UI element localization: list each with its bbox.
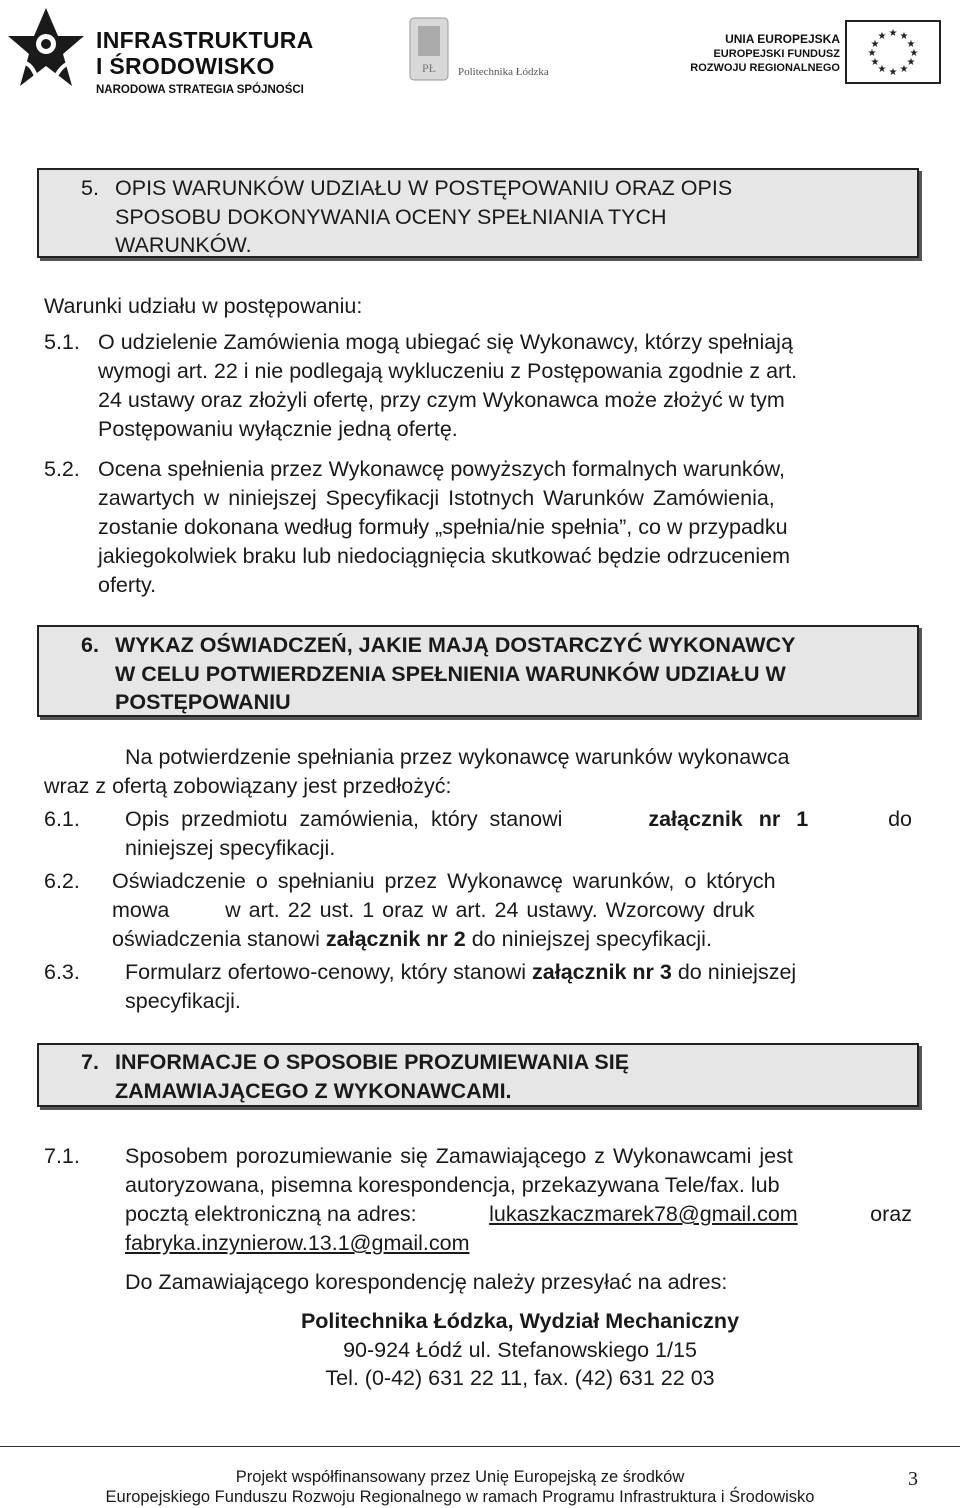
paragraph-7-1-line3 xyxy=(125,1200,912,1229)
item-6-2-number: 6.2. xyxy=(44,869,80,893)
item-6-3-number: 6.3. xyxy=(44,960,80,984)
university-crest-icon xyxy=(408,16,450,82)
section-6-heading-box xyxy=(37,625,919,717)
paragraph-7-1-number: 7.1. xyxy=(44,1144,80,1168)
item-6-1-text: Opis przedmiotu zamówienia, który stanowi xyxy=(125,807,575,831)
paragraph-5-1-line: 24 ustawy oraz złożyli ofertę, przy czym Wykonawca może złożyć w tym xyxy=(98,388,785,412)
svg-text:★: ★ xyxy=(870,57,880,68)
eu-text-line1: UNIA EUROPEJSKA xyxy=(725,32,840,46)
send-correspondence-line: Do Zamawiającego korespondencję należy przesyłać na adres: xyxy=(125,1270,728,1294)
section-6-intro-line1: Na potwierdzenie spełniania przez wykonawcę warunków wykonawca xyxy=(125,745,790,769)
section-5-title: OPIS WARUNKÓW UDZIAŁU W POSTĘPOWANIU ORAZ OPIS SPOSOBU DOKONYWANIA OCENY SPEŁNIANIA TYCH WARUNKÓW. xyxy=(115,176,733,257)
section-5-intro: Warunki udziału w postępowaniu: xyxy=(44,294,363,318)
eu-flag-icon xyxy=(845,20,941,84)
section-6-intro-line2: wraz z ofertą zobowiązany jest przedłożyć: xyxy=(44,774,452,798)
footer-divider xyxy=(0,1446,960,1447)
item-6-3-line2: specyfikacji. xyxy=(125,989,241,1013)
paragraph-5-2-line: Ocena spełnienia przez Wykonawcę powyższych formalnych warunków, xyxy=(98,457,785,481)
attachment-2-ref: załącznik nr 2 xyxy=(325,927,466,951)
paragraph-5-2-number: 5.2. xyxy=(44,457,80,481)
attachment-1-ref: załącznik nr 1 xyxy=(648,807,809,831)
section-5-heading-box xyxy=(37,168,919,258)
item-6-3-text-end: do niniejszej xyxy=(671,960,797,984)
paragraph-7-1-line4 xyxy=(125,1229,469,1258)
paragraph-5-1-line: Postępowaniu wyłącznie jedną ofertę. xyxy=(98,417,458,441)
item-6-3-text: Formularz ofertowo-cenowy, który stanowi xyxy=(125,960,533,984)
item-6-3-line1 xyxy=(125,958,796,987)
section-6-title: WYKAZ OŚWIADCZEŃ, JAKIE MAJĄ DOSTARCZYĆ WYKONAWCY W CELU POTWIERDZENIA SPEŁNIENIA WARUNKÓW UDZIAŁU W POSTĘPOWANIU xyxy=(115,633,796,714)
svg-text:★: ★ xyxy=(888,28,898,39)
item-6-2-text-end: do niniejszej specyfikacji. xyxy=(465,927,712,951)
svg-text:★: ★ xyxy=(909,48,919,59)
address-institution: Politechnika Łódzka, Wydział Mechaniczny xyxy=(300,1309,740,1333)
paragraph-5-2-line: jakiegokolwiek braku lub niedociągnięcia skutkować będzie odrzuceniem xyxy=(98,544,790,568)
paragraph-7-1-text-end: oraz xyxy=(864,1202,912,1226)
svg-text:★: ★ xyxy=(906,39,916,50)
eu-fund-logo xyxy=(682,20,942,86)
logo-text-line3: NARODOWA STRATEGIA SPÓJNOŚCI xyxy=(96,84,304,96)
politechnika-lodzka-logo xyxy=(408,16,578,86)
section-7-heading-box xyxy=(37,1043,919,1107)
paragraph-7-1-text: pocztą elektroniczną na adres: xyxy=(125,1202,423,1226)
address-phone-fax: Tel. (0-42) 631 22 11, fax. (42) 631 22 03 xyxy=(325,1366,715,1390)
university-name: Politechnika Łódzka xyxy=(458,66,549,78)
page-header xyxy=(0,0,960,100)
svg-text:★: ★ xyxy=(870,39,880,50)
paragraph-5-2-line: oferty. xyxy=(98,573,157,597)
svg-text:★: ★ xyxy=(906,57,916,68)
paragraph-5-1-number: 5.1. xyxy=(44,330,80,354)
footer-line1: Projekt współfinansowany przez Unię Europejską ze środków xyxy=(235,1468,685,1486)
logo-text-line1: INFRASTRUKTURA xyxy=(96,27,314,53)
paragraph-5-1-line: O udzielenie Zamówienia mogą ubiegać się Wykonawcy, którzy spełniają xyxy=(98,330,793,354)
email-link-2[interactable]: fabryka.inzynierow.13.1@gmail.com xyxy=(125,1231,470,1255)
svg-text:★: ★ xyxy=(888,67,898,78)
nss-star-logo-icon xyxy=(6,6,86,92)
item-6-2-line3 xyxy=(112,925,712,954)
section-5-number: 5. xyxy=(81,176,99,200)
page-number: 3 xyxy=(908,1468,918,1490)
item-6-1-line1 xyxy=(125,805,912,834)
eu-text-line3: ROZWOJU REGIONALNEGO xyxy=(690,62,840,74)
logo-text-line2: I ŚRODOWISKO xyxy=(96,53,275,79)
item-6-1-text-end: do xyxy=(882,807,912,831)
item-6-1-line2: niniejszej specyfikacji. xyxy=(125,836,336,860)
item-6-2-line2: mowa w art. 22 ust. 1 oraz w art. 24 ustawy. Wzorcowy druk xyxy=(112,898,755,922)
item-6-1-number: 6.1. xyxy=(44,807,80,831)
email-link-1[interactable]: lukaszkaczmarek78@gmail.com xyxy=(489,1202,798,1226)
footer-line2: Europejskiego Funduszu Rozwoju Regionalnego w ramach Programu Infrastruktura i Środowisko xyxy=(105,1488,815,1506)
paragraph-5-2-line: zawartych w niniejszej Specyfikacji Istotnych Warunków Zamówienia, xyxy=(98,486,775,510)
section-7-number: 7. xyxy=(81,1050,99,1074)
svg-text:★: ★ xyxy=(899,31,909,42)
paragraph-5-2-line: zostanie dokonana według formuły „spełnia/nie spełnia”, co w przypadku xyxy=(98,515,788,539)
svg-text:PŁ: PŁ xyxy=(421,61,437,75)
paragraph-7-1-line2: autoryzowana, pisemna korespondencja, przekazywana Tele/fax. lub xyxy=(125,1173,780,1197)
paragraph-5-1-line: wymogi art. 22 i nie podlegają wykluczeniu z Postępowania zgodnie z art. xyxy=(98,359,798,383)
item-6-2-line1: Oświadczenie o spełnianiu przez Wykonawcę warunków, o których xyxy=(112,869,776,893)
infrastruktura-srodowisko-logo xyxy=(6,6,316,96)
address-street: 90-924 Łódź ul. Stefanowskiego 1/15 xyxy=(343,1338,697,1362)
svg-text:★: ★ xyxy=(867,48,877,59)
eu-text-line2: EUROPEJSKI FUNDUSZ xyxy=(713,48,840,60)
paragraph-7-1-line1: Sposobem porozumiewanie się Zamawiającego z Wykonawcami jest xyxy=(125,1144,793,1168)
svg-text:★: ★ xyxy=(899,64,909,75)
section-7-title: INFORMACJE O SPOSOBIE PROZUMIEWANIA SIĘ ZAMAWIAJĄCEGO Z WYKONAWCAMI. xyxy=(115,1050,630,1103)
section-6-number: 6. xyxy=(81,633,99,657)
attachment-3-ref: załącznik nr 3 xyxy=(532,960,672,984)
item-6-2-text: oświadczenia stanowi xyxy=(112,927,326,951)
svg-text:★: ★ xyxy=(877,64,887,75)
svg-text:★: ★ xyxy=(877,31,887,42)
